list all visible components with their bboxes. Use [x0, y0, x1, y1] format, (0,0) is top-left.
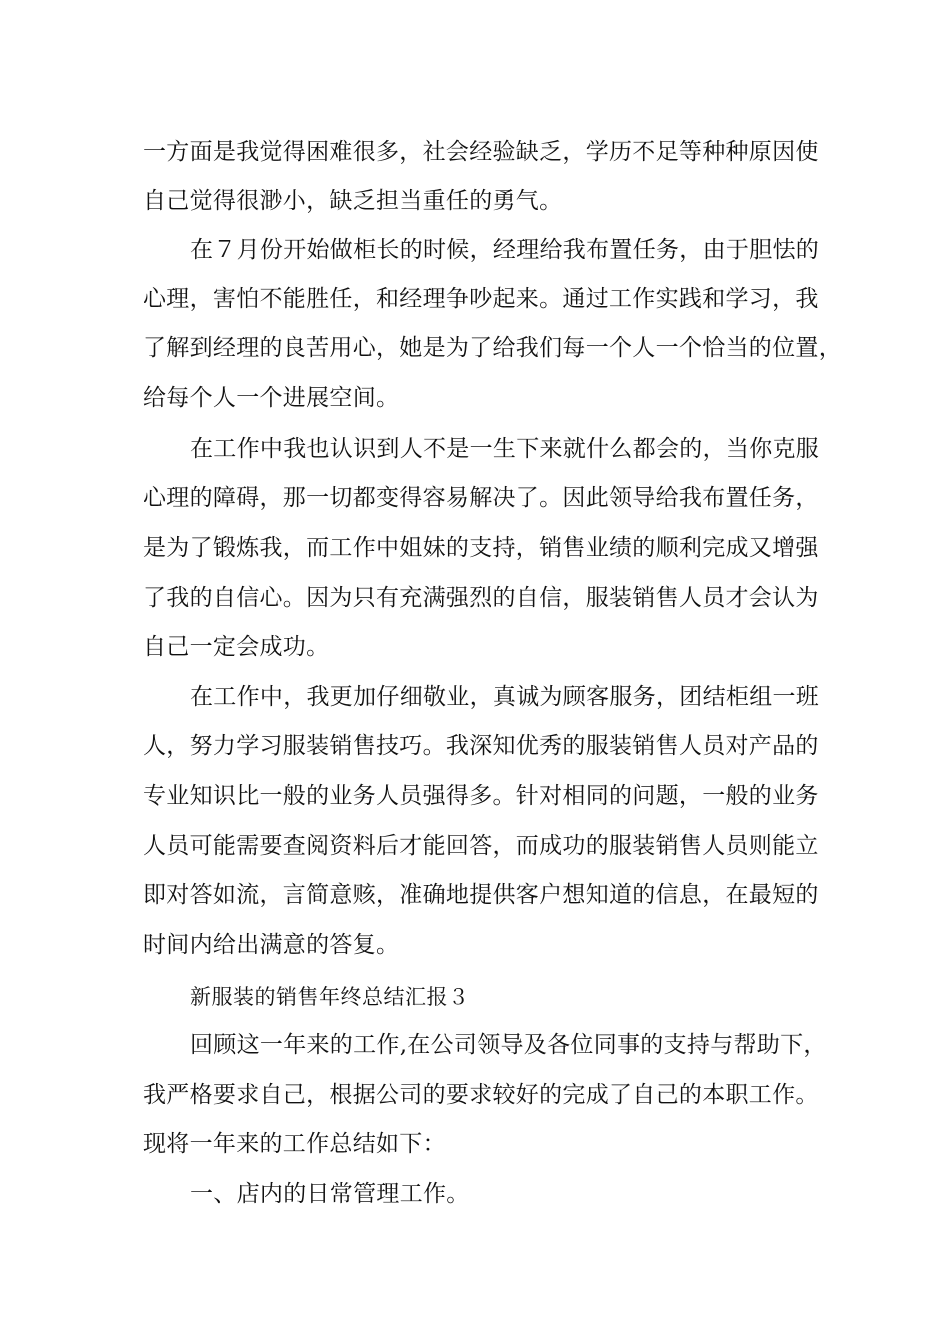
text-line: 现将一年来的工作总结如下： [143, 1131, 446, 1157]
text-line: 专业知识比一般的业务人员强得多。针对相同的问题，一般的业务 [143, 783, 819, 809]
paragraph-first-line: 回顾这一年来的工作,在公司领导及各位同事的支持与帮助下， [190, 1032, 827, 1058]
text-line: 自己一定会成功。 [143, 634, 330, 660]
text-line: 自己觉得很渺小，缺乏担当重任的勇气。 [143, 188, 563, 214]
text-line: 心理的障碍，那一切都变得容易解决了。因此领导给我布置任务， [143, 485, 819, 511]
paragraph-first-line: 在工作中，我更加仔细敬业，真诚为顾客服务，团结柜组一班 [190, 684, 820, 710]
text-line: 时间内给出满意的答复。 [143, 932, 400, 958]
text-line: 心理，害怕不能胜任，和经理争吵起来。通过工作实践和学习，我 [143, 286, 819, 312]
text-line: 给每个人一个进展空间。 [143, 385, 400, 411]
text-line: 即对答如流，言简意赅，准确地提供客户想知道的信息，在最短的 [143, 882, 819, 908]
paragraph-first-line: 在７月份开始做柜长的时候，经理给我布置任务，由于胆怯的 [190, 237, 820, 263]
paragraph-first-line: 在工作中我也认识到人不是一生下来就什么都会的，当你克服 [190, 436, 820, 462]
text-line: 了我的自信心。因为只有充满强烈的自信，服装销售人员才会认为 [143, 585, 819, 611]
text-line: 人员可能需要查阅资料后才能回答，而成功的服装销售人员则能立 [143, 833, 819, 859]
text-line: 我严格要求自己，根据公司的要求较好的完成了自己的本职工作。 [143, 1082, 819, 1108]
section-subheading: 一、店内的日常管理工作。 [190, 1181, 470, 1207]
text-line: 人，努力学习服装销售技巧。我深知优秀的服装销售人员对产品的 [143, 733, 819, 759]
section-heading: 新服装的销售年终总结汇报３ [190, 985, 470, 1009]
text-line: 一方面是我觉得困难很多，社会经验缺乏，学历不足等种种原因使 [143, 139, 819, 165]
text-line: 是为了锻炼我，而工作中姐妹的支持，销售业绩的顺利完成又增强 [143, 535, 819, 561]
text-line: 了解到经理的良苦用心，她是为了给我们每一个人一个恰当的位置， [143, 335, 842, 361]
